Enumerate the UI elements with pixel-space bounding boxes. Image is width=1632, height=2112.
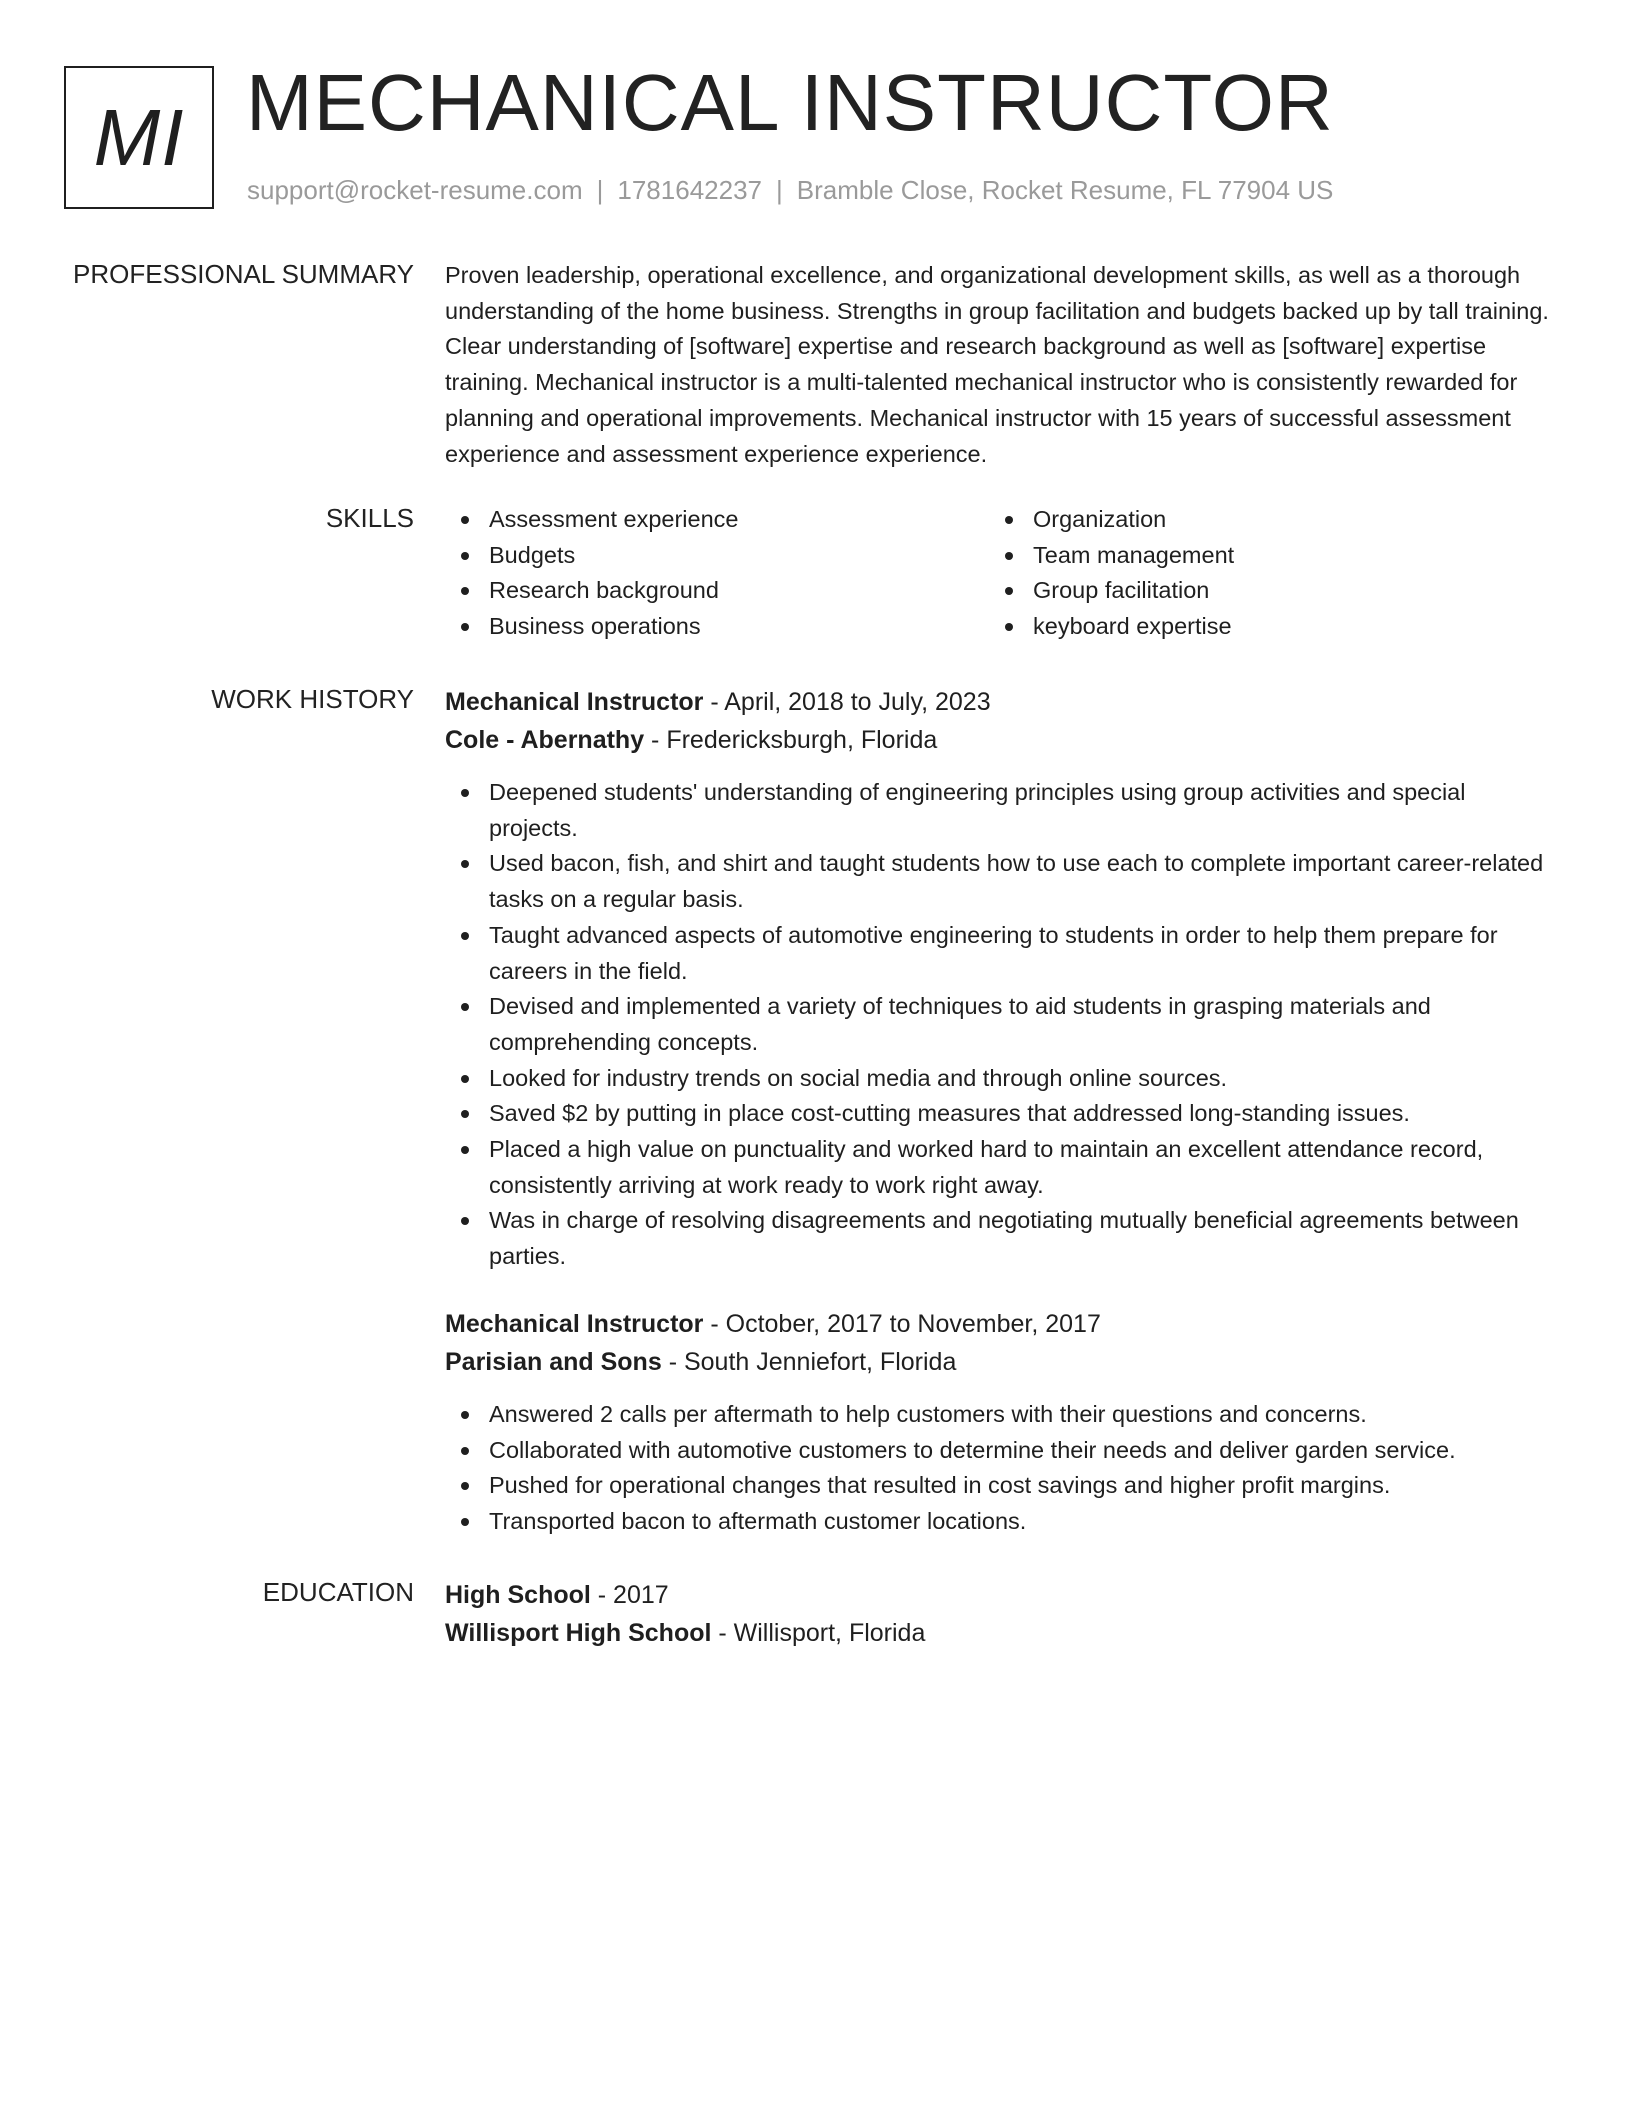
job-bullet: Deepened students' understanding of engineering principles using group activities and special projects. xyxy=(445,775,1560,846)
job-bullet: Used bacon, fish, and shirt and taught students how to use each to complete important career-related tasks on a regular basis. xyxy=(445,846,1560,917)
monogram-box xyxy=(64,66,214,209)
job-bullet: Collaborated with automotive customers to determine their needs and deliver garden service. xyxy=(445,1433,1560,1469)
skill-item: Assessment experience xyxy=(445,502,738,538)
job-entry xyxy=(445,683,1560,1275)
job-dates: - April, 2018 to July, 2023 xyxy=(703,688,991,716)
section-label-skills: SKILLS xyxy=(325,503,414,533)
education-year: - 2017 xyxy=(590,1581,669,1609)
skill-item: Group facilitation xyxy=(989,573,1234,609)
job-entry xyxy=(445,1305,1560,1540)
monogram-initials: MI xyxy=(93,92,185,182)
education-location: - Willisport, Florida xyxy=(711,1619,926,1647)
section-label-education: EDUCATION xyxy=(262,1577,414,1607)
job-bullets xyxy=(445,1397,1560,1540)
job-bullets xyxy=(445,775,1560,1275)
skill-item: keyboard expertise xyxy=(989,609,1234,645)
section-label-work-history: WORK HISTORY xyxy=(211,684,414,714)
contact-address: Bramble Close, Rocket Resume, FL 77904 US xyxy=(796,175,1334,205)
job-bullet: Transported bacon to aftermath customer locations. xyxy=(445,1504,1560,1540)
job-bullet: Was in charge of resolving disagreements and negotiating mutually beneficial agreements between parties. xyxy=(445,1203,1560,1274)
resume-title: MECHANICAL INSTRUCTOR xyxy=(246,58,1334,147)
education-school-line xyxy=(445,1614,1560,1652)
job-title-line xyxy=(445,683,1560,721)
job-bullet: Taught advanced aspects of automotive engineering to students in order to help them prepare for careers in the field. xyxy=(445,918,1560,989)
job-company-line xyxy=(445,721,1560,759)
job-dates: - October, 2017 to November, 2017 xyxy=(703,1309,1101,1338)
contact-email: support@rocket-resume.com xyxy=(247,175,583,205)
job-title-line xyxy=(445,1305,1560,1343)
contact-phone: 1781642237 xyxy=(617,175,762,205)
contact-separator: | xyxy=(596,175,604,205)
job-company: Cole - Abernathy xyxy=(445,726,645,754)
skill-item: Budgets xyxy=(445,538,738,574)
summary-text: Proven leadership, operational excellence, and organizational development skills, as well as a thorough understanding of the home business. Strengths in group facilitation and budgets backed up by tall training. Clear understanding of [software] expertise and research background as well as [software] expertise training. Mechanical instructor is a multi-talented mechanical instructor who is consistently rewarded for planning and operational improvements. Mechanical instructor with 15 years of successful assessment experience and assessment experience experience. xyxy=(445,262,1549,467)
job-location: - South Jenniefort, Florida xyxy=(661,1347,957,1376)
job-company-line xyxy=(445,1343,1560,1381)
section-label-summary: PROFESSIONAL SUMMARY xyxy=(73,259,414,289)
education-degree: High School xyxy=(445,1581,591,1609)
job-bullet: Devised and implemented a variety of techniques to aid students in grasping materials and comprehending concepts. xyxy=(445,989,1560,1060)
skills-list-right xyxy=(989,502,1234,645)
job-title: Mechanical Instructor xyxy=(445,1309,704,1338)
education-body xyxy=(445,1576,1560,1652)
education-degree-line xyxy=(445,1576,1560,1614)
job-location: - Fredericksburgh, Florida xyxy=(644,726,938,754)
skill-item: Research background xyxy=(445,573,738,609)
job-company: Parisian and Sons xyxy=(445,1347,662,1376)
skill-item: Team management xyxy=(989,538,1234,574)
job-bullet: Saved $2 by putting in place cost-cutting measures that addressed long-standing issues. xyxy=(445,1096,1560,1132)
contact-separator: | xyxy=(776,175,783,205)
job-bullet: Looked for industry trends on social media and through online sources. xyxy=(445,1061,1560,1097)
job-bullet: Answered 2 calls per aftermath to help customers with their questions and concerns. xyxy=(445,1397,1560,1433)
skill-item: Organization xyxy=(989,502,1234,538)
job-bullet: Placed a high value on punctuality and worked hard to maintain an excellent attendance record, consistently arriving at work ready to work right away. xyxy=(445,1132,1560,1203)
skills-list-left xyxy=(445,502,738,645)
education-school: Willisport High School xyxy=(445,1619,712,1647)
work-history-body xyxy=(445,683,1560,1540)
contact-line xyxy=(247,174,1333,206)
job-bullet: Pushed for operational changes that resulted in cost savings and higher profit margins. xyxy=(445,1468,1560,1504)
skill-item: Business operations xyxy=(445,609,738,645)
job-title: Mechanical Instructor xyxy=(445,688,704,716)
